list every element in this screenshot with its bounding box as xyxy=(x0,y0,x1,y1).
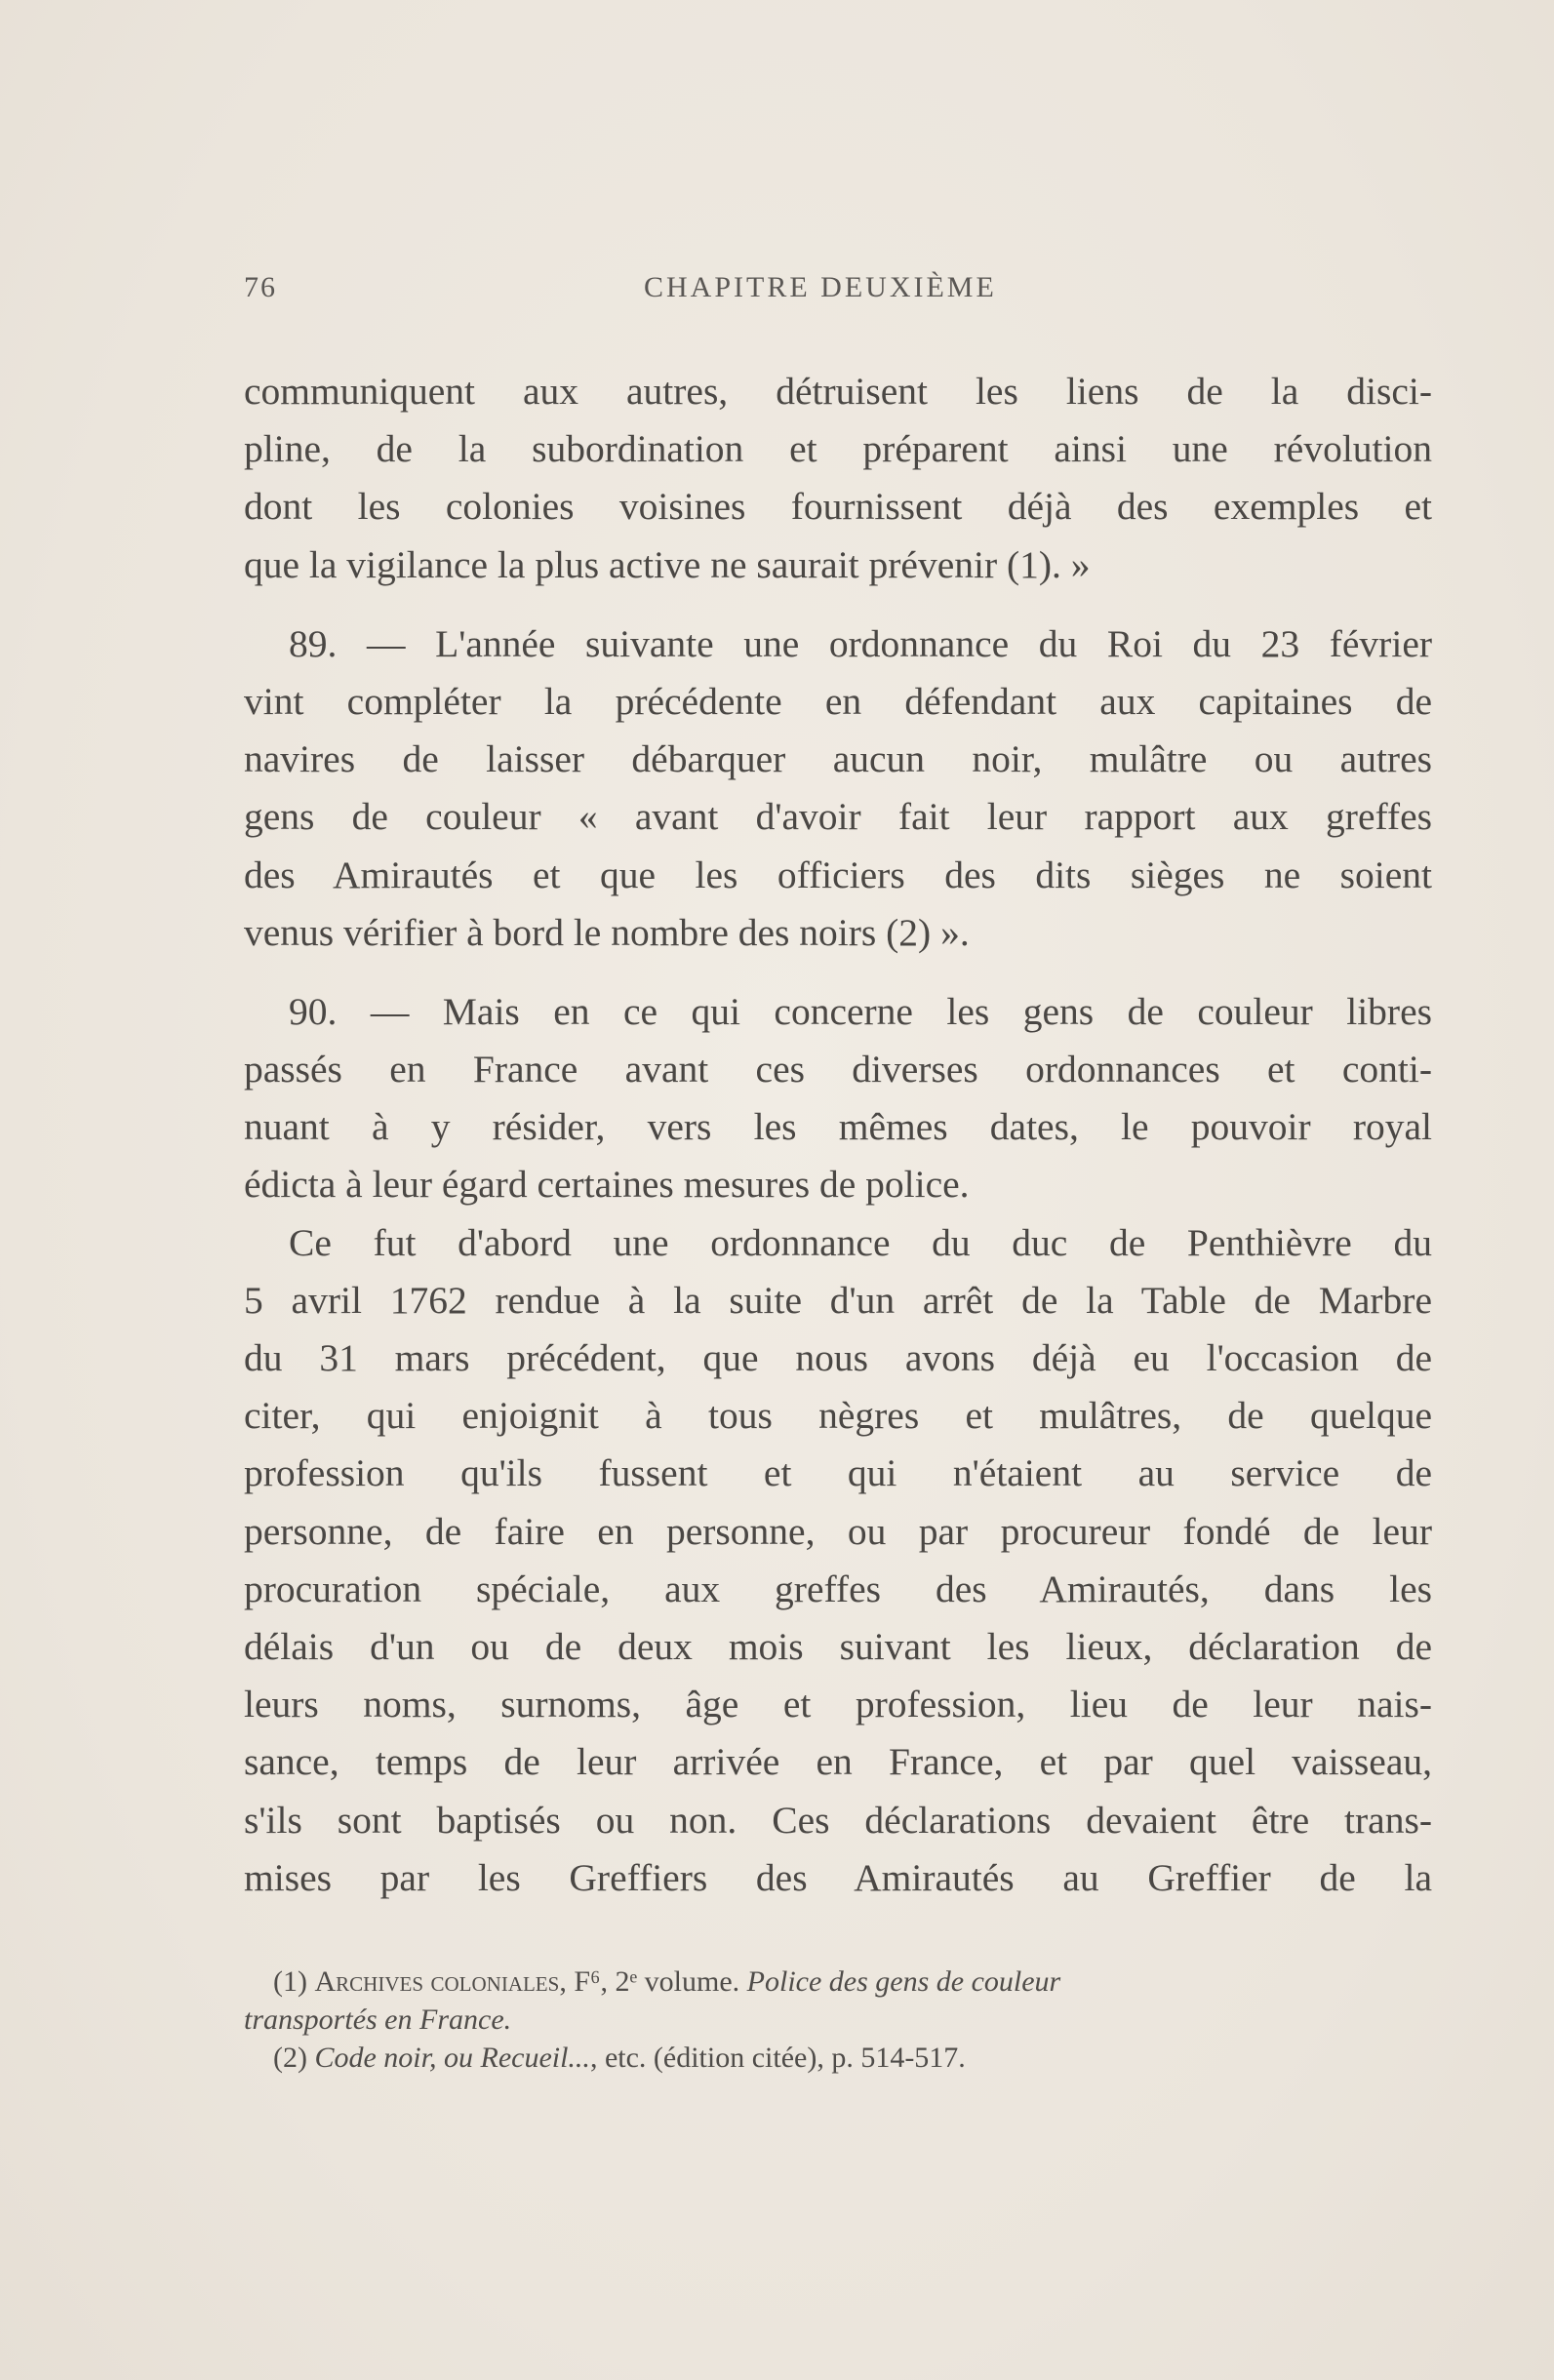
text-line: personne, de faire en personne, ou par procureur fondé de leur xyxy=(244,1509,1432,1553)
text-line: du 31 mars précédent, que nous avons déjà eu l'occasion de xyxy=(244,1336,1432,1379)
text-line: s'ils sont baptisés ou non. Ces déclarations devaient être trans- xyxy=(244,1798,1432,1842)
text-line: passés en France avant ces diverses ordonnances et conti- xyxy=(244,1048,1432,1091)
footnotes xyxy=(244,1963,1432,2077)
footnote-title-continued: transportés en France. xyxy=(244,2003,512,2036)
page-number: 76 xyxy=(244,271,277,303)
text-line: que la vigilance la plus active ne saurait prévenir (1). » xyxy=(244,542,1091,586)
footnote-title: Code noir, ou Recueil... xyxy=(314,2042,590,2074)
text-line: venus vérifier à bord le nombre des noirs (2) ». xyxy=(244,910,970,954)
footnote-title: Police des gens de couleur xyxy=(746,1965,1061,1998)
footnote-1 xyxy=(244,1963,1432,2001)
text-line: procuration spéciale, aux greffes des Amirautés, dans les xyxy=(244,1567,1432,1610)
text-line: navires de laisser débarquer aucun noir, mulâtre ou autres xyxy=(244,737,1432,781)
text-line: citer, qui enjoignit à tous nègres et mulâtres, de quelque xyxy=(244,1394,1432,1438)
page-header xyxy=(244,271,1434,314)
footnote-2 xyxy=(244,2039,1432,2077)
text-line: sance, temps de leur arrivée en France, et par quel vaisseau, xyxy=(244,1740,1432,1784)
text-line: leurs noms, surnoms, âge et profession, lieu de leur nais- xyxy=(244,1683,1432,1726)
text-line: pline, de la subordination et préparent ainsi une révolution xyxy=(244,427,1432,471)
text-line: 90. — Mais en ce qui concerne les gens de couleur libres xyxy=(289,989,1432,1033)
text-line: gens de couleur « avant d'avoir fait leur rapport aux greffes xyxy=(244,795,1432,839)
text-line: délais d'un ou de deux mois suivant les lieux, déclaration de xyxy=(244,1624,1432,1668)
text-line: Ce fut d'abord une ordonnance du duc de Penthièvre du xyxy=(289,1220,1432,1264)
footnote-source: Archives coloniales xyxy=(314,1965,560,1998)
text-line: des Amirautés et que les officiers des dits sièges ne soient xyxy=(244,853,1432,896)
text-line: 5 avril 1762 rendue à la suite d'un arrêt de la Table de Marbre xyxy=(244,1278,1432,1322)
body-text xyxy=(244,363,1432,1907)
text-line: nuant à y résider, vers les mêmes dates, le pouvoir royal xyxy=(244,1105,1432,1149)
text-line: vint compléter la précédente en défendant aux capitaines de xyxy=(244,679,1432,723)
text-line: 89. — L'année suivante une ordonnance du Roi du 23 février xyxy=(289,621,1432,665)
text-line: profession qu'ils fussent et qui n'étaient au service de xyxy=(244,1451,1432,1495)
footnote-marker: (1) xyxy=(273,1965,307,1998)
footnote-ref: , etc. (édition citée), p. 514-517. xyxy=(589,2042,966,2074)
text-line: dont les colonies voisines fournissent déjà des exemples et xyxy=(244,485,1432,529)
text-line: communiquent aux autres, détruisent les liens de la disci- xyxy=(244,370,1432,413)
footnote-marker: (2) xyxy=(273,2042,307,2074)
text-line: édicta à leur égard certaines mesures de police. xyxy=(244,1163,970,1207)
footnote-ref: , F⁶, 2ᵉ volume. xyxy=(559,1965,740,1998)
text-line: mises par les Greffiers des Amirautés au Greffier de la xyxy=(244,1855,1432,1899)
running-head: CHAPITRE DEUXIÈME xyxy=(644,271,997,303)
